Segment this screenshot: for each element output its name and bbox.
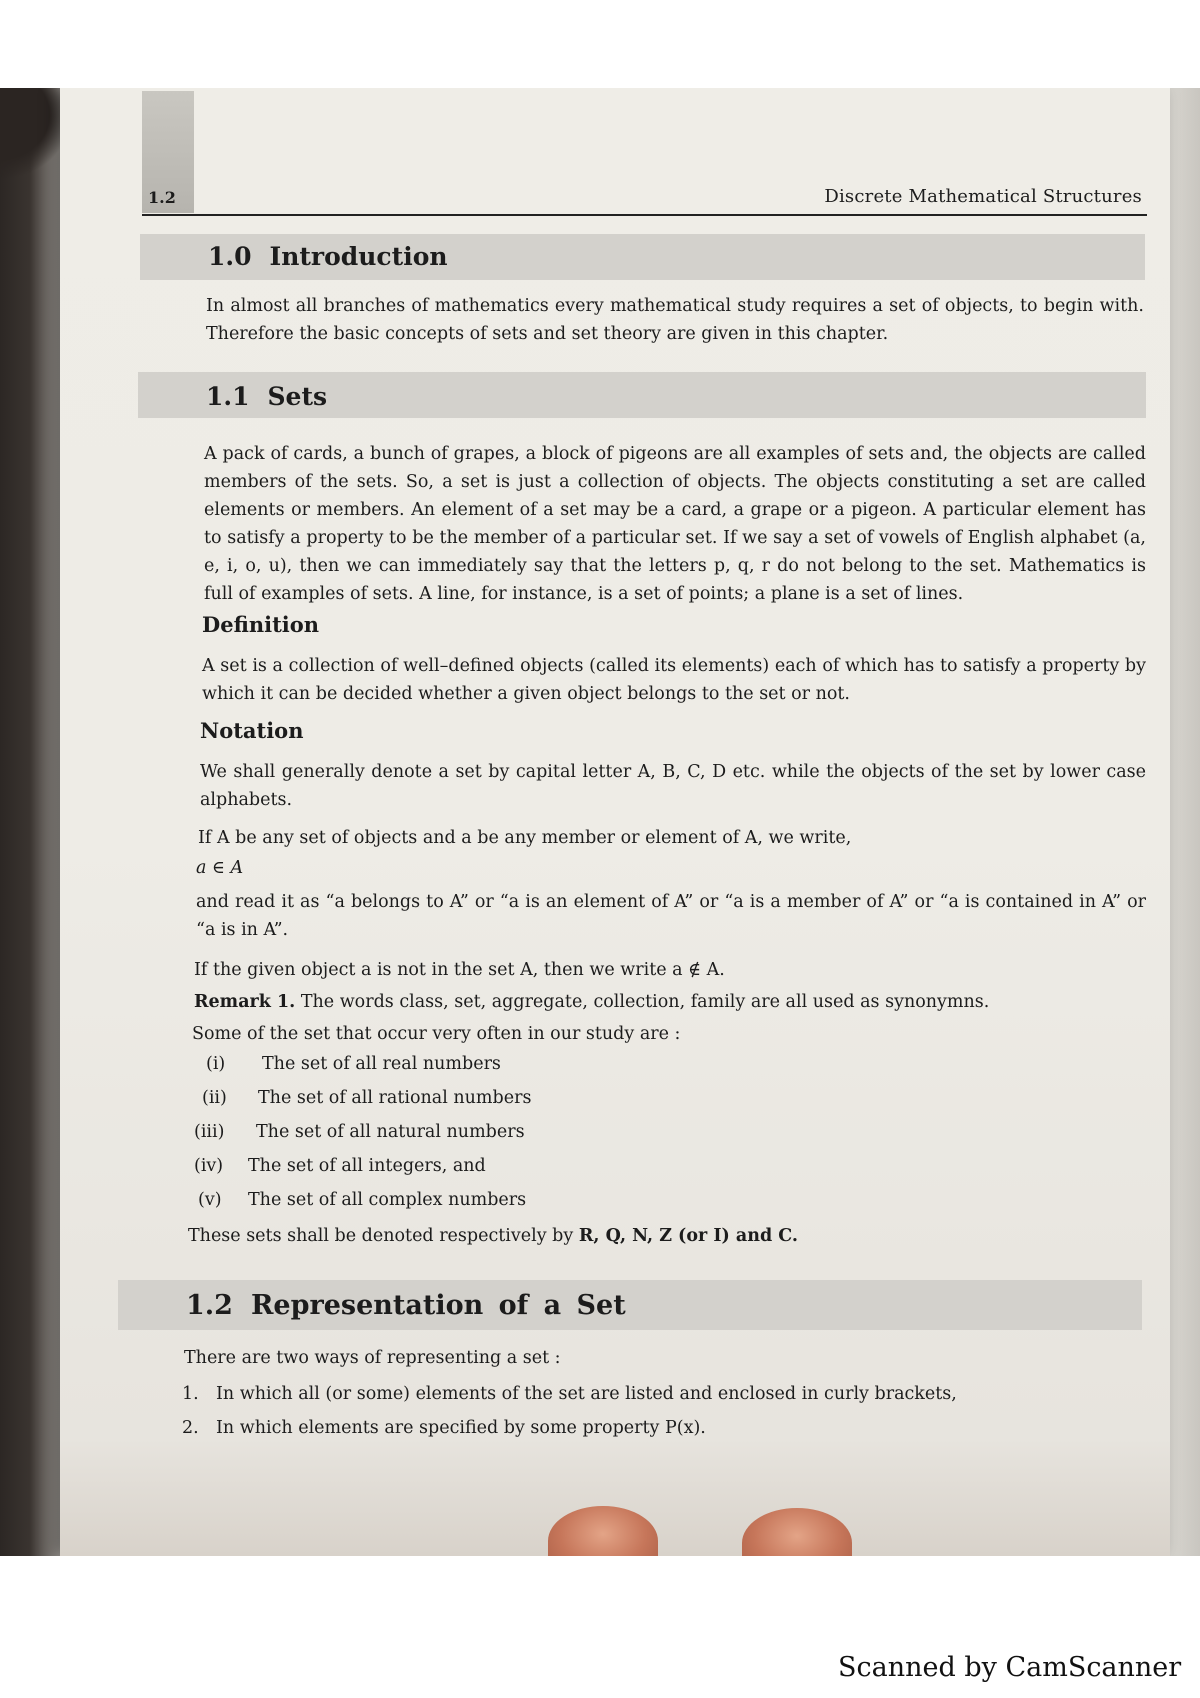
- list-item-text: The set of all natural numbers: [256, 1122, 525, 1142]
- remark-text: The words class, set, aggregate, collection, family are all used as synonymns.: [300, 992, 990, 1012]
- list-item-text: The set of all integers, and: [248, 1156, 486, 1176]
- section-title: Representation of a Set: [250, 1290, 626, 1321]
- list-item-label: 2.: [182, 1418, 199, 1438]
- remark: [194, 988, 1144, 1016]
- read-text: and read it as “a belongs to A” or “a is an element of A” or “a is a member of A” or “a is contained in A” or “a is in A”.: [196, 892, 1146, 940]
- list-item: [194, 1122, 525, 1142]
- list-item-label: 1.: [182, 1384, 199, 1404]
- notation-text: We shall generally denote a set by capital letter A, B, C, D etc. while the objects of the set by lower case alphabets.: [200, 762, 1146, 810]
- section-heading-sets: [206, 382, 327, 411]
- membership-text: If A be any set of objects and a be any member or element of A, we write,: [198, 828, 852, 848]
- section-number: 1.2: [186, 1290, 233, 1321]
- section-heading-introduction: [208, 242, 448, 271]
- definition-heading: Definition: [202, 612, 320, 637]
- list-item-text: The set of all rational numbers: [258, 1088, 532, 1108]
- list-item: [198, 1190, 526, 1210]
- often-text: Some of the set that occur very often in our study are :: [192, 1024, 681, 1044]
- denoted-text: [188, 1222, 1138, 1250]
- list-item-label: (i): [206, 1054, 226, 1074]
- sets-paragraph: A pack of cards, a bunch of grapes, a block of pigeons are all examples of sets and, the objects are called members of the sets. So, a set is just a collection of objects. The objects constituting a set are called elements or members. An element of a set may be a card, a grape or a pigeon. A particular element has to satisfy a property to be the member of a particular set. If we say a set of vowels of English alphabet (a, e, i, o, u), then we can immediately say that the letters p, q, r do not belong to the set. Mathematics is full of examples of sets. A line, for instance, is a set of points; a plane is a set of lines.: [204, 444, 1146, 604]
- list-item-text: In which elements are specified by some property P(x).: [216, 1418, 706, 1438]
- list-item-text: In which all (or some) elements of the set are listed and enclosed in curly brackets,: [216, 1384, 957, 1404]
- list-item: [194, 1156, 486, 1176]
- intro-paragraph: In almost all branches of mathematics every mathematical study requires a set of objects, to begin with. Therefore the basic concepts of sets and set theory are given in this chapter.: [206, 296, 1144, 344]
- header-rule: [142, 214, 1147, 216]
- list-item-label: (iv): [194, 1156, 224, 1176]
- page-number: 1.2: [148, 188, 176, 207]
- list-item-text: The set of all real numbers: [262, 1054, 501, 1074]
- list-item: [202, 1088, 531, 1108]
- list-item-label: (ii): [202, 1088, 227, 1108]
- section-title: Introduction: [269, 242, 448, 271]
- list-item: [182, 1384, 957, 1404]
- running-title: Discrete Mathematical Structures: [824, 186, 1142, 207]
- denoted-prefix: These sets shall be denoted respectively by: [188, 1226, 574, 1246]
- list-item-label: (iii): [194, 1122, 225, 1142]
- section-heading-representation: [186, 1290, 626, 1321]
- remark-label: Remark 1.: [194, 992, 296, 1012]
- section-number: 1.0: [208, 242, 252, 271]
- camscanner-watermark: Scanned by CamScanner: [838, 1652, 1182, 1683]
- list-item-label: (v): [198, 1190, 222, 1210]
- membership-symbol: a ∈ A: [196, 858, 244, 878]
- list-item: [206, 1054, 501, 1074]
- denoted-symbols: R, Q, N, Z (or I) and C.: [578, 1226, 798, 1246]
- list-item: [182, 1418, 706, 1438]
- section-title: Sets: [267, 382, 328, 411]
- not-in-text: If the given object a is not in the set A, then we write a ∉ A.: [194, 960, 725, 980]
- notation-heading: Notation: [200, 718, 304, 743]
- representation-intro: There are two ways of representing a set :: [184, 1348, 561, 1368]
- section-number: 1.1: [206, 382, 250, 411]
- definition-text: A set is a collection of well–defined objects (called its elements) each of which has to satisfy a property by which it can be decided whether a given object belongs to the set or not.: [202, 656, 1146, 704]
- list-item-text: The set of all complex numbers: [248, 1190, 527, 1210]
